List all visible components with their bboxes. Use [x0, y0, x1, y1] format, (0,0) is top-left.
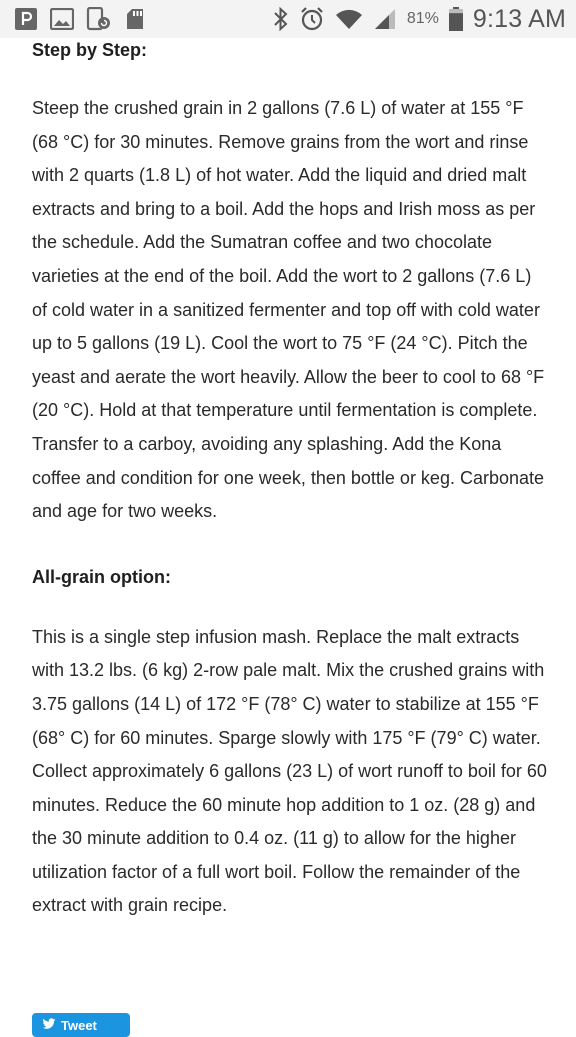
- all-grain-heading: All-grain option:: [32, 566, 171, 587]
- status-right-icons: [273, 5, 566, 34]
- battery-icon: [449, 7, 463, 31]
- alarm-icon: [299, 6, 325, 32]
- bluetooth-icon: [273, 7, 289, 31]
- twitter-bird-icon: [42, 1018, 56, 1033]
- status-left-icons: [14, 7, 146, 31]
- battery-percent: 81%: [406, 10, 439, 27]
- article-content: [32, 38, 548, 923]
- tweet-button[interactable]: [32, 1013, 130, 1037]
- sd-card-icon: [124, 8, 146, 30]
- phone-sync-icon: [86, 7, 112, 31]
- step-by-step-heading: Step by Step:: [32, 40, 148, 60]
- clock-time: 9:13 AM: [472, 4, 566, 33]
- step-by-step-text: Steep the crushed grain in 2 gallons (7.6 L) of water at 155 °F (68 °C) for 30 minutes. Remove grains from the wort and rinse with 2 quarts (1.8 L) of hot water. Add the liquid and dried malt extracts and bring to a boil. Add the hops and Irish moss as per the schedule. Add the Sumatran coffee and two chocolate varieties at the end of the boil. Add the wort to 2 gallons (7.6 L) of cold water in a sanitized fermenter and top off with cold water up to 5 gallons (19 L). Cool the wort to 75 °F (24 °C). Pitch the yeast and aerate the wort heavily. Allow the beer to cool to 68 °F (20 °C). Hold at that temperature until fermentation is complete. Transfer to a carboy, avoiding any splashing. Add the Kona coffee and condition for one week, then bottle or keg. Carbonate and age for two weeks.: [32, 98, 545, 522]
- gallery-icon: [50, 8, 74, 30]
- tweet-label: Tweet: [61, 1017, 97, 1033]
- wifi-icon: [335, 8, 363, 30]
- all-grain-text: This is a single step infusion mash. Replace the malt extracts with 13.2 lbs. (6 kg) 2-row pale malt. Mix the crushed grains with 3.75 gallons (14 L) of 172 °F (78° C) water to stabilize at 155 °F (68° C) for 60 minutes. Sparge slowly with 175 °F (79° C) water. Collect approximately 6 gallons (23 L) of wort runoff to boil for 60 minutes. Reduce the 60 minute hop addition to 1 oz. (28 g) and the 30 minute addition to 0.4 oz. (11 g) to allow for the higher utilization factor of a full wort boil. Follow the remainder of the extract with grain recipe.: [32, 626, 547, 916]
- p-app-icon: [14, 7, 38, 31]
- cell-signal-icon: [373, 8, 397, 30]
- status-bar: [0, 0, 576, 38]
